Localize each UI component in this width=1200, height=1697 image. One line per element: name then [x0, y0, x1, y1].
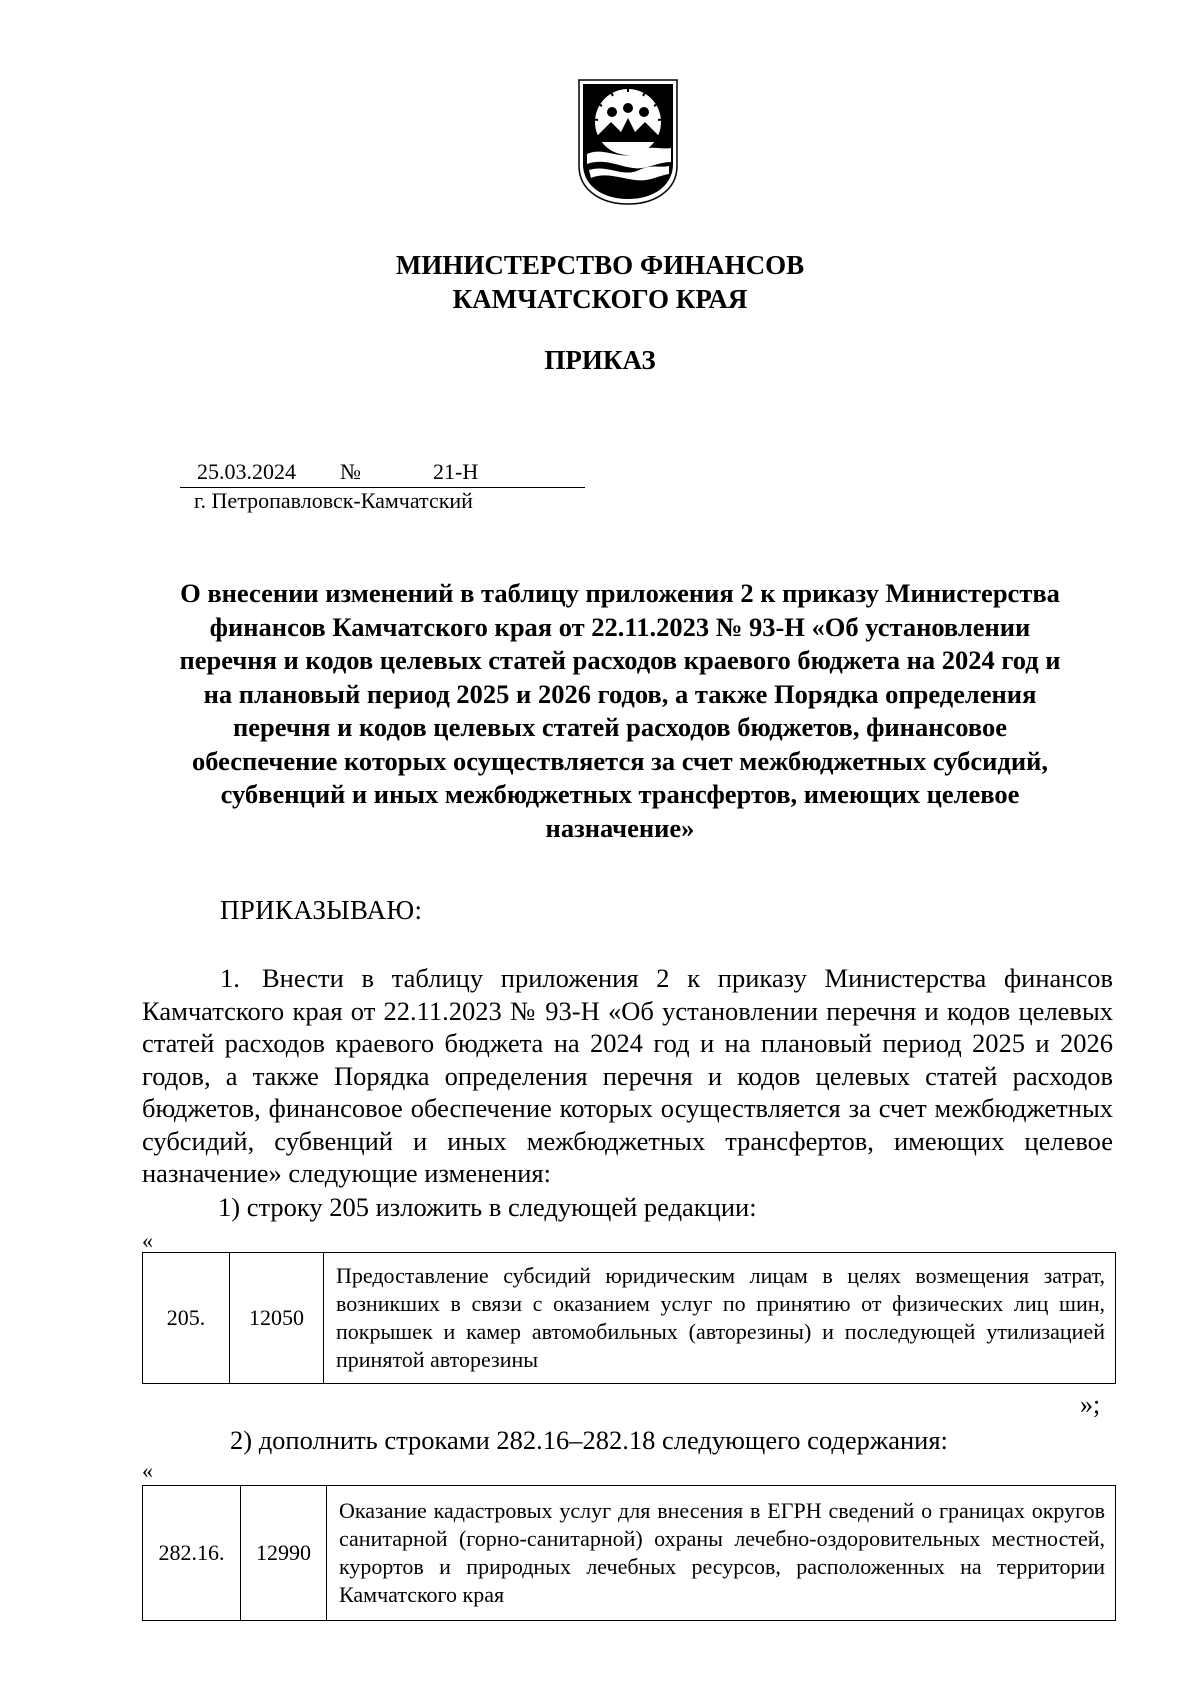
document-type: ПРИКАЗ [544, 345, 656, 375]
city-name: г. Петропавловск-Камчатский [194, 488, 473, 513]
row-description: Предоставление субсидий юридическим лицам в целях возмещения затрат, возникших в связи с оказанием услуг по принятию от физических лиц шин, покрышек и камер автомобильных (авторезины) и последующей утилизацией принятой авторезины [324, 1253, 1116, 1384]
item-1-number: 1. [220, 963, 240, 993]
order-number: 21-Н [433, 459, 479, 484]
row-code: 12050 [230, 1253, 324, 1384]
title-line: на плановый период 2025 и 2026 годов, а также Порядка определения [203, 678, 1037, 709]
step-2-text: 2) дополнить строками 282.16–282.18 следующего содержания: [230, 1425, 948, 1455]
title-line: перечня и кодов целевых статей расходов бюджетов, финансовое [233, 712, 1007, 742]
date-number-line [180, 459, 585, 488]
item-1-first-line: Внести в таблицу приложения 2 к приказу Министерства финансов [262, 963, 1113, 993]
table-row-205 [142, 1252, 1116, 1384]
title-line: субвенций и иных межбюджетных трансфертов, имеющих целевое [220, 779, 1020, 809]
row-description: Оказание кадастровых услуг для внесения в ЕГРН сведений о границах округов санитарной (горно-санитарной) охраны лечебно-оздоровительных местностей, курортов и природных лечебных ресурсов, расположенных на территории Камчатского края [327, 1486, 1116, 1621]
ministry-name-line2: КАМЧАТСКОГО КРАЯ [452, 284, 748, 314]
order-keyword: ПРИКАЗЫВАЮ: [220, 895, 423, 925]
closing-quote: »; [1080, 1390, 1101, 1419]
title-line: обеспечение которых осуществляется за счет межбюджетных субсидий, [192, 745, 1048, 776]
row-number: 282.16. [143, 1486, 241, 1621]
order-title [140, 577, 1100, 845]
item-1-text: Камчатского края от 22.11.2023 № 93-Н «Об установлении перечня и кодов целевых статей расходов краевого бюджета на 2024 год и на плановый период 2025 и 2026 годов, а также Порядка определения перечня и кодов целевых статей расходов бюджетов, финансовое обеспечение которых осуществляется за счет межбюджетных субсидий, субвенций и иных межбюджетных трансфертов, имеющих целевое назначение» следующие изменения: [142, 995, 1113, 1188]
title-line: О внесении изменений в таблицу приложения 2 к приказу Министерства [180, 578, 1060, 608]
title-line: назначение» [545, 812, 695, 843]
number-sign: № [340, 459, 361, 484]
table-row-282-16 [142, 1485, 1116, 1621]
step-1-text: 1) строку 205 изложить в следующей редакции: [218, 1192, 757, 1222]
opening-quote: « [142, 1228, 153, 1253]
ministry-name-line1: МИНИСТЕРСТВО ФИНАНСОВ [395, 250, 805, 280]
row-number: 205. [143, 1253, 230, 1384]
item-1-paragraph [142, 962, 1113, 1190]
title-line: финансов Камчатского края от 22.11.2023 № 93-Н «Об установлении [209, 611, 1031, 642]
row-code: 12990 [241, 1486, 327, 1621]
table-row [143, 1486, 1116, 1621]
kamchatka-coat-of-arms-icon [577, 78, 679, 206]
opening-quote: « [142, 1458, 153, 1483]
order-date: 25.03.2024 [197, 459, 296, 484]
table-row [143, 1253, 1116, 1384]
title-line: перечня и кодов целевых статей расходов краевого бюджета на 2024 год и [179, 645, 1061, 675]
